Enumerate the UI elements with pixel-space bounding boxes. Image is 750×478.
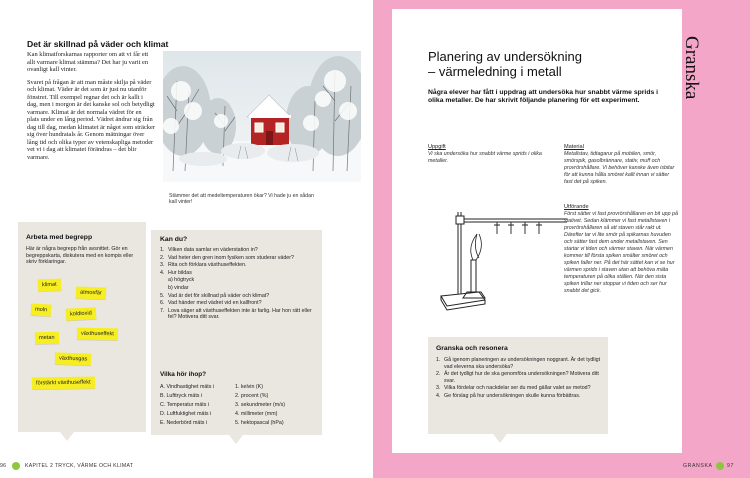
page-intro: Några elever har fått i uppdrag att undersöka hur snabbt värme sprids i olika metaller. De har skrivit följande planering för ett experiment. xyxy=(428,89,659,105)
questions-box xyxy=(151,230,322,435)
section-heading: Det är skillnad på väder och klimat xyxy=(27,39,169,49)
body-paragraph: Svaret på frågan är att man måste skilja på väder och klimat. Väder är det som är just nu utanför fönstret. Till exempel regnar det och är kallt i dag, men i morgon är det kanske sol och betydligt varmare. Klimat är det normala vädret för en plats under en lång period. Vädret ändrar sig från dag till dag, medan klimatet är något som sträcker sig över hundratals år. Genom mätningar över lång tid och olika typer av vetenskapliga metoder vet vi i dag att klimatet förändras – det blir varmare. xyxy=(27,78,155,161)
chapter-dot-icon xyxy=(12,462,20,470)
assessment-card xyxy=(392,9,682,453)
review-item: 2. Är det tydligt hur de ska genomföra undersökningen? Motivera ditt svar. xyxy=(436,371,599,384)
question-item: 3. Rita och förklara växthuseffekten. xyxy=(160,262,247,269)
matching-list xyxy=(160,383,320,428)
concept-note: atmosfär xyxy=(76,286,106,299)
question-item: a) högtryck xyxy=(168,277,195,284)
question-item: 7. Lova säger att växthuseffekten inte är farlig. Har hon rätt eller fel? Motivera ditt svar. xyxy=(160,307,312,321)
concept-note: klimat xyxy=(38,279,61,292)
page-number-right: 97 xyxy=(727,463,734,469)
page-number-left: 96 xyxy=(0,463,7,469)
question-item: 2. Vad heter den gren inom fysiken som studerar väder? xyxy=(160,254,294,261)
concepts-title: Arbeta med begrepp xyxy=(26,234,93,241)
concept-note: metan xyxy=(35,332,59,344)
questions-title: Kan du? xyxy=(160,236,188,243)
task-text: Vi ska undersöka hur snabbt värme sprids i olika metaller. xyxy=(428,151,542,164)
speech-tail xyxy=(60,432,74,441)
matching-title: Vilka hör ihop? xyxy=(160,371,207,378)
photo-caption: Stämmer det att medeltemperaturen ökar? Vi hade ju en sådan kall vinter! xyxy=(169,193,314,206)
question-item: 1. Vilken data samlar en väderstation in? xyxy=(160,247,258,253)
matching-row: C. Temperatur mäts i 3. sekundmeter (m/s) xyxy=(160,402,286,409)
section-footer: GRANSKA xyxy=(683,463,713,469)
material-text: Metallstav, tidtagarur på mobilen, smör, smörspik, gasolbrännare, stativ, muff och provrörshållare. Vi behöver kanske även isbitar för att kunna hålla smöret kallt innan vi sätter fast det på spiken. xyxy=(564,151,675,185)
concepts-intro: Här är några begrepp från avsnittet. Gör en begreppskarta, diskutera med en kompis eller skriv förklaringar. xyxy=(26,246,134,265)
page-title: Planering av undersökning – värmeledning i metall xyxy=(428,49,582,79)
review-list xyxy=(436,357,604,401)
review-box xyxy=(428,337,608,434)
review-item: 3. Vilka fördelar och nackdelar ser du med gällar valet av metod? xyxy=(436,385,591,392)
procedure-text: Först sätter vi fast provrörshållaren en bit upp på stativet. Sedan klämmer vi fast metallstaven i provrörshållaren så att staven står rakt ut. Därefter tar vi lite smör på spikarnas huvuden och sätter fast dem under metallstaven. Sen startar vi tiden och värmer staven. När värmen kommer till första spiken smälter smöret och spiken faller ner. På det här sättet kan vi se hur värmen sprids i staven utan att behöva mäta temperaturen på olika ställen. När den sista spiken trillar ner stoppar vi tiden och ser hur snabbt det gick. xyxy=(564,211,678,294)
chapter-footer: KAPITEL 2 TRYCK, VÄRME OCH KLIMAT xyxy=(25,463,134,469)
concepts-box xyxy=(18,222,146,432)
section-tab-label: Granska xyxy=(681,36,702,100)
body-text-column xyxy=(27,51,155,166)
matching-row: E. Nederbörd mäts i 5. hektopascal (hPa) xyxy=(160,420,284,427)
matching-row: D. Luftfuktighet mäts i 4. millimeter (mm) xyxy=(160,411,278,418)
concept-note: moln xyxy=(31,303,52,316)
right-page xyxy=(373,0,750,478)
winter-house-photo xyxy=(163,51,361,182)
question-item: 5. Vad är det för skillnad på väder och klimat? xyxy=(160,292,270,299)
question-list xyxy=(160,247,318,322)
concept-note: växthusgas xyxy=(55,352,92,365)
matching-row: B. Lufttryck mäts i 2. procent (%) xyxy=(160,393,269,400)
matching-row: A. Vindhastighet mäts i 1. kelvin (K) xyxy=(160,384,263,390)
speech-tail xyxy=(493,434,507,443)
concept-note: förstärkt växthuseffekt xyxy=(32,376,95,389)
review-item: 4. Ge förslag på hur undersökningen skulle kunna förbättras. xyxy=(436,392,581,399)
review-title: Granska och resonera xyxy=(436,345,508,352)
procedure-label: Utförande xyxy=(564,204,589,210)
chapter-dot-icon xyxy=(716,462,724,470)
question-item: b) vindar xyxy=(168,284,189,291)
body-paragraph: Kan klimatforskarnas rapporter om att vi får ett allt varmare klimat stämma? Det har ju varit en ovanligt kall vinter. xyxy=(27,51,149,73)
task-label: Uppgift xyxy=(428,144,446,150)
concept-note: koldioxid xyxy=(66,307,96,321)
review-item: 1. Gå igenom planeringen av undersökningen noggrant. Är det tydligt vad eleverna ska undersöka? xyxy=(436,357,601,370)
concept-note: växthuseffekt xyxy=(77,328,118,341)
experiment-diagram xyxy=(427,192,577,314)
left-page xyxy=(0,0,373,478)
material-label: Material xyxy=(564,144,584,150)
question-item: 6. Vad händer med vädret vid en kallfront? xyxy=(160,300,262,307)
speech-tail xyxy=(229,435,243,444)
question-item: 4. Hur bildas xyxy=(160,269,192,276)
section-tab xyxy=(678,34,708,114)
